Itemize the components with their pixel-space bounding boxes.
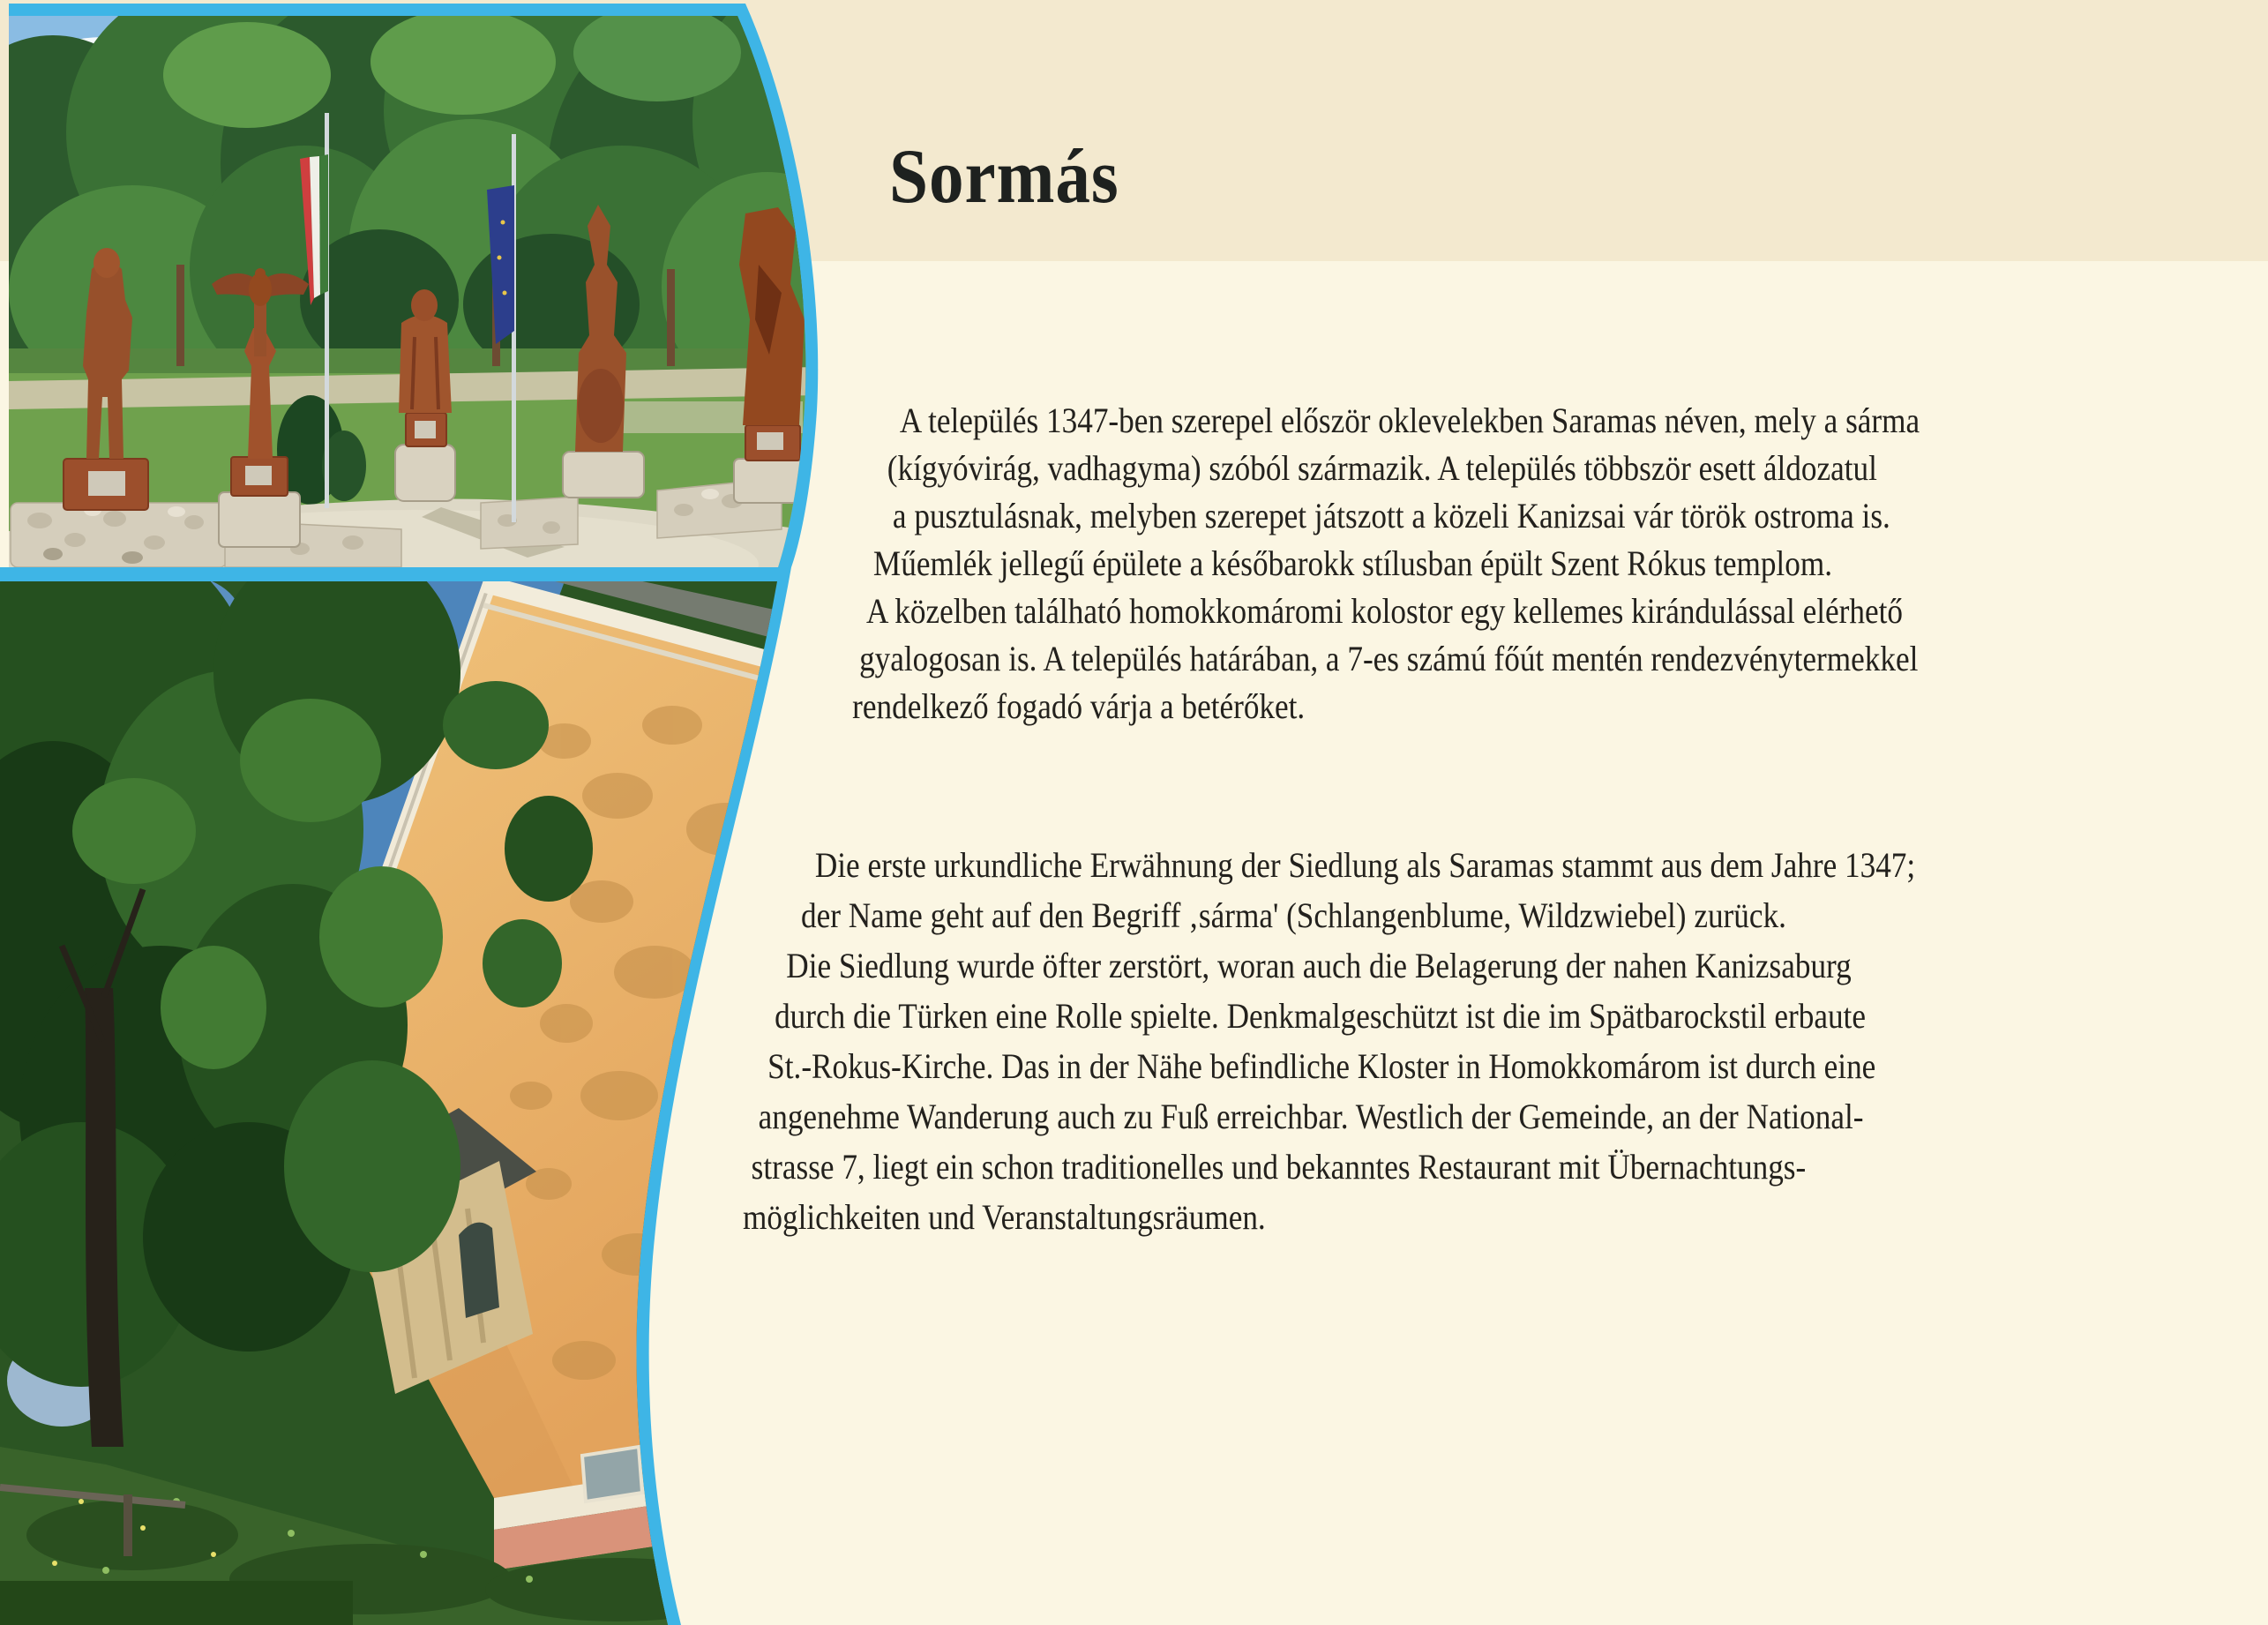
paragraph-line: möglichkeiten und Veranstaltungsräumen. xyxy=(743,1197,1266,1237)
hungarian-paragraph xyxy=(847,397,1920,730)
paragraph-line: A település 1347-ben szerepel először oklevelekben Saramas néven, mely a sárma xyxy=(899,401,1920,440)
paragraph-line: a pusztulásnak, melyben szerepet játszott a közeli Kanizsai vár török ostroma is. xyxy=(892,496,1890,535)
page-title: Sormás xyxy=(889,134,1119,220)
paragraph-line: St.-Rokus-Kirche. Das in der Nähe befindliche Kloster in Homokkomárom ist durch eine xyxy=(767,1046,1876,1086)
paragraph-line: rendelkező fogadó várja a betérőket. xyxy=(852,686,1306,726)
paragraph-line: A közelben található homokkomáromi kolostor egy kellemes kirándulással elérhető xyxy=(866,591,1903,631)
paragraph-line: Die erste urkundliche Erwähnung der Siedlung als Saramas stammt aus dem Jahre 1347; xyxy=(814,845,1916,885)
paragraph-line: Műemlék jellegű épülete a későbarokk stílusban épült Szent Rókus templom. xyxy=(872,543,1832,583)
paragraph-line: (kígyóvirág, vadhagyma) szóból származik. A település többször esett áldozatul xyxy=(887,448,1877,488)
paragraph-line: strasse 7, liegt ein schon traditionelles und bekanntes Restaurant mit Übernachtungs- xyxy=(751,1147,1807,1187)
paragraph-line: gyalogosan is. A település határában, a 7-es számú főút mentén rendezvénytermekkel xyxy=(859,639,1919,678)
paragraph-line: Die Siedlung wurde öfter zerstört, woran auch die Belagerung der nahen Kanizsaburg xyxy=(786,946,1852,985)
statue-park-photo xyxy=(0,0,834,582)
church-photo xyxy=(0,565,812,1625)
paragraph-line: der Name geht auf den Begriff ‚sárma' (Schlangenblume, Wildzwiebel) zurück. xyxy=(801,895,1786,935)
paragraph-line: durch die Türken eine Rolle spielte. Denkmalgeschützt ist die im Spätbarockstil erbaute xyxy=(775,996,1866,1036)
paragraph-line: angenehme Wanderung auch zu Fuß erreichbar. Westlich der Gemeinde, an der National- xyxy=(758,1097,1864,1136)
german-paragraph xyxy=(723,840,1915,1242)
